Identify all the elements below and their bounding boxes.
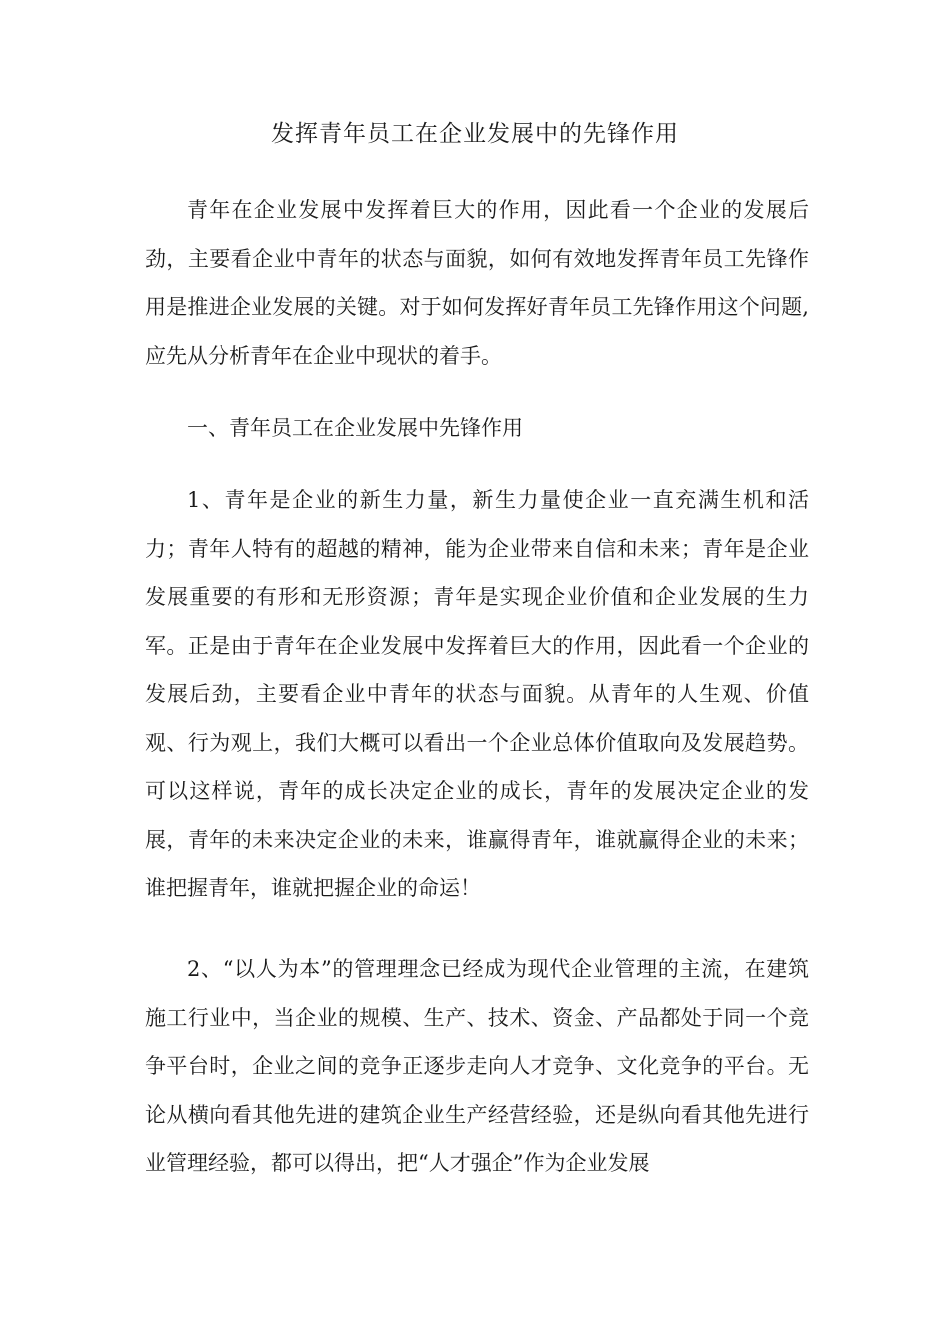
intro-paragraph: 青年在企业发展中发挥着巨大的作用，因此看一个企业的发展后劲，主要看企业中青年的状态与面貌，如何有效地发挥青年员工先锋作用是推进企业发展的关键。对于如何发挥好青年员工先锋作用这个问题,应先从分析青年在企业中现状的着手。 — [145, 198, 809, 368]
body-paragraph-2: 2、“以人为本”的管理理念已经成为现代企业管理的主流，在建筑施工行业中，当企业的规模、生产、技术、资金、产品都处于同一个竞争平台时，企业之间的竞争正逐步走向人才竞争、文化竞争的平台。无论从横向看其他先进的建筑企业生产经营经验，还是纵向看其他先进行业管理经验，都可以得出，把“人才强企”作为企业发展 — [145, 957, 809, 1175]
body-paragraph-1: 1、青年是企业的新生力量，新生力量使企业一直充满生机和活力；青年人特有的超越的精神，能为企业带来自信和未来；青年是企业发展重要的有形和无形资源；青年是实现企业价值和企业发展的生力军。正是由于青年在企业发展中发挥着巨大的作用，因此看一个企业的发展后劲，主要看企业中青年的状态与面貌。从青年的人生观、价值观、行为观上，我们大概可以看出一个企业总体价值取向及发展趋势。可以这样说，青年的成长决定企业的成长，青年的发展决定企业的发展，青年的未来决定企业的未来，谁赢得青年，谁就赢得企业的未来；谁把握青年，谁就把握企业的命运！ — [145, 488, 809, 900]
document-title: 发挥青年员工在企业发展中的先锋作用 — [271, 121, 679, 147]
section-heading: 一、青年员工在企业发展中先锋作用 — [187, 416, 523, 440]
